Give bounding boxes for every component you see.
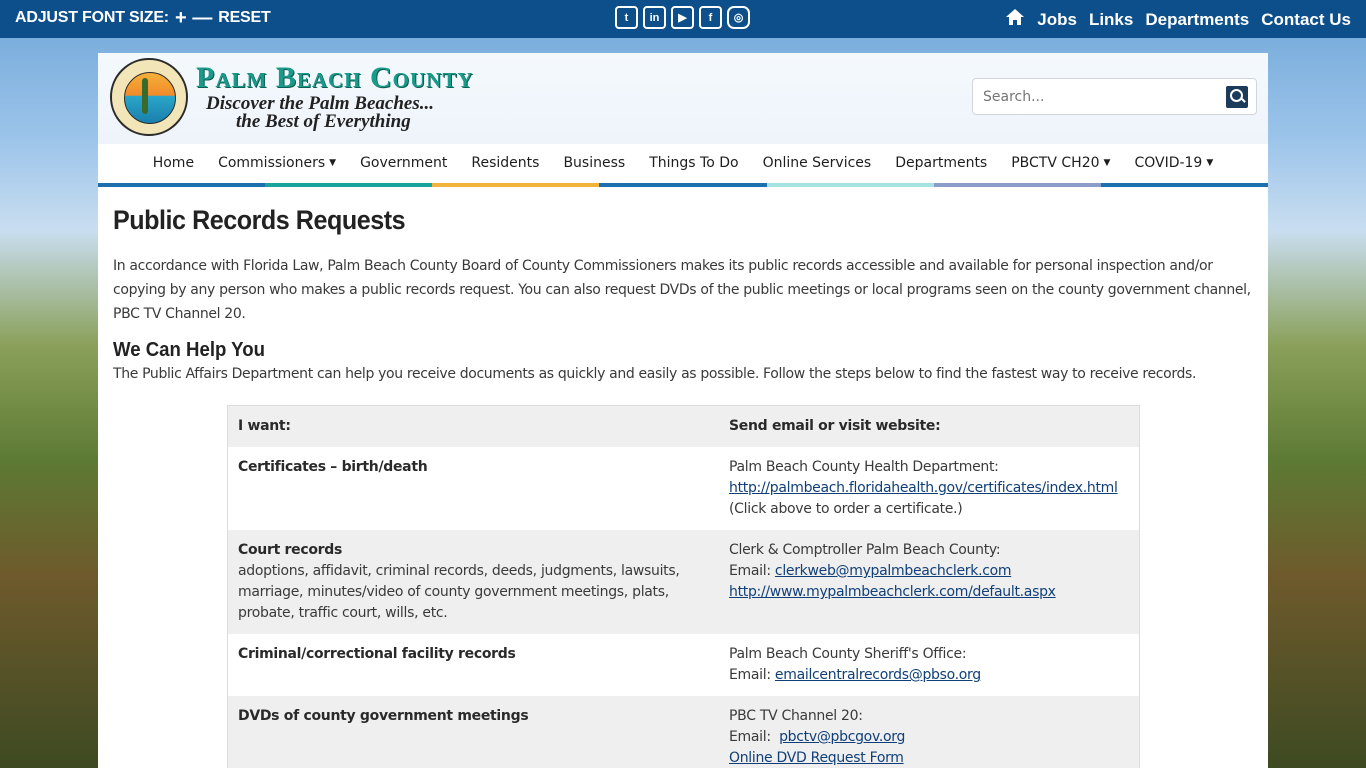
search-box <box>972 78 1257 115</box>
request-type: Court records <box>238 542 343 558</box>
utility-links <box>1005 8 1351 31</box>
table-row <box>228 696 1140 768</box>
contact-org: Clerk & Comptroller Palm Beach County: <box>729 542 1001 558</box>
contact-org: Palm Beach County Sheriff's Office: <box>729 646 967 662</box>
request-type: Criminal/correctional facility records <box>238 646 516 662</box>
clerk-email-link[interactable]: clerkweb@mypalmbeachclerk.com <box>774 563 1012 579</box>
main-nav <box>98 144 1268 183</box>
twitter-icon[interactable]: t <box>615 6 638 29</box>
social-links <box>615 6 750 29</box>
table-row <box>228 634 1140 696</box>
nav-covid[interactable] <box>1134 155 1213 171</box>
table-row <box>228 530 1140 634</box>
nav-residents[interactable]: Residents <box>471 155 540 171</box>
search-icon[interactable] <box>1226 86 1248 108</box>
request-detail: adoptions, affidavit, criminal records, deeds, judgments, lawsuits, marriage, minutes/video of county government meetings, plats, probate, traffic court, wills, etc. <box>238 563 680 621</box>
email-label: Email: <box>729 667 771 683</box>
nav-stripe-segment <box>265 183 432 187</box>
email-label: Email: <box>729 729 771 745</box>
request-type: DVDs of county government meetings <box>238 708 529 724</box>
logo-tagline-1: Discover the Palm Beaches... <box>206 93 434 114</box>
search-input[interactable] <box>981 86 1215 108</box>
sheriff-email-link[interactable]: emailcentralrecords@pbso.org <box>774 667 981 683</box>
nav-stripe-segment <box>1101 183 1268 187</box>
caret-down-icon: ▼ <box>1103 158 1111 168</box>
caret-down-icon: ▼ <box>1206 158 1214 168</box>
nav-things-to-do[interactable]: Things To Do <box>649 155 739 171</box>
links-link[interactable]: Links <box>1088 9 1134 29</box>
nav-commissioners[interactable] <box>218 155 336 171</box>
certificates-link[interactable]: http://palmbeach.floridahealth.gov/certificates/index.html <box>729 480 1118 496</box>
contact-us-link[interactable]: Contact Us <box>1261 9 1351 29</box>
clerk-website-link[interactable]: http://www.mypalmbeachclerk.com/default.aspx <box>729 584 1056 600</box>
nav-commissioners-label: Commissioners <box>218 155 326 171</box>
departments-link[interactable]: Departments <box>1145 9 1250 29</box>
palm-tree-icon <box>142 78 148 114</box>
contact-note: (Click above to order a certificate.) <box>729 501 963 517</box>
page-content <box>113 205 1253 382</box>
help-paragraph: The Public Affairs Department can help you receive documents as quickly and easily as possible. Follow the steps below to find the fastest way to receive records. <box>113 366 1197 382</box>
instagram-icon[interactable]: ◎ <box>727 6 750 29</box>
font-size-controls <box>15 9 271 27</box>
pbctv-email-link[interactable]: pbctv@pbcgov.org <box>779 729 906 745</box>
column-header-contact: Send email or visit website: <box>729 418 941 434</box>
font-size-label: ADJUST FONT SIZE: <box>15 9 169 26</box>
nav-color-stripe <box>98 183 1268 187</box>
table-row <box>228 447 1140 530</box>
increase-font-button[interactable]: + <box>174 7 187 29</box>
seal-sunset-icon <box>124 72 176 124</box>
nav-stripe-segment <box>98 183 265 187</box>
intro-paragraph: In accordance with Florida Law, Palm Beach County Board of County Commissioners makes its public records accessible and available for personal inspection and/or copying by any person who makes a public records request. You can also request DVDs of the public meetings or local programs seen on the county government channel, PBC TV Channel 20. <box>113 258 1251 322</box>
nav-stripe-segment <box>934 183 1101 187</box>
nav-stripe-segment <box>767 183 934 187</box>
nav-home[interactable]: Home <box>152 155 195 171</box>
contact-org: Palm Beach County Health Department: <box>729 459 999 475</box>
youtube-icon[interactable]: ▶ <box>671 6 694 29</box>
linkedin-icon[interactable]: in <box>643 6 666 29</box>
decrease-font-button[interactable]: — <box>192 7 213 29</box>
top-bar <box>0 0 1366 38</box>
contact-org: PBC TV Channel 20: <box>729 708 863 724</box>
nav-stripe-segment <box>599 183 766 187</box>
records-table <box>227 405 1140 768</box>
jobs-link[interactable]: Jobs <box>1037 9 1077 29</box>
nav-government[interactable]: Government <box>360 155 448 171</box>
reset-font-button[interactable]: RESET <box>218 9 271 26</box>
nav-stripe-segment <box>432 183 599 187</box>
nav-online-services[interactable]: Online Services <box>762 155 872 171</box>
nav-pbctv-label: PBCTV CH20 <box>1011 155 1100 171</box>
nav-pbctv[interactable] <box>1011 155 1110 171</box>
site-logo-text[interactable] <box>196 61 474 131</box>
nav-covid-label: COVID-19 <box>1134 155 1203 171</box>
main-container <box>98 53 1268 768</box>
county-seal-logo[interactable] <box>110 58 188 136</box>
column-header-want: I want: <box>238 418 291 434</box>
nav-business[interactable]: Business <box>563 155 626 171</box>
logo-tagline-2: the Best of Everything <box>236 111 411 132</box>
caret-down-icon: ▼ <box>329 158 337 168</box>
table-header-row <box>228 406 1140 448</box>
logo-title: Palm Beach County <box>196 61 474 94</box>
home-icon[interactable] <box>1005 8 1025 31</box>
dvd-request-form-link[interactable]: Online DVD Request Form <box>729 750 904 766</box>
request-type: Certificates – birth/death <box>238 459 428 475</box>
site-header <box>98 53 1268 144</box>
page-title: Public Records Requests <box>113 205 406 235</box>
section-heading: We Can Help You <box>113 339 265 361</box>
nav-departments[interactable]: Departments <box>895 155 988 171</box>
facebook-icon[interactable]: f <box>699 6 722 29</box>
email-label: Email: <box>729 563 771 579</box>
